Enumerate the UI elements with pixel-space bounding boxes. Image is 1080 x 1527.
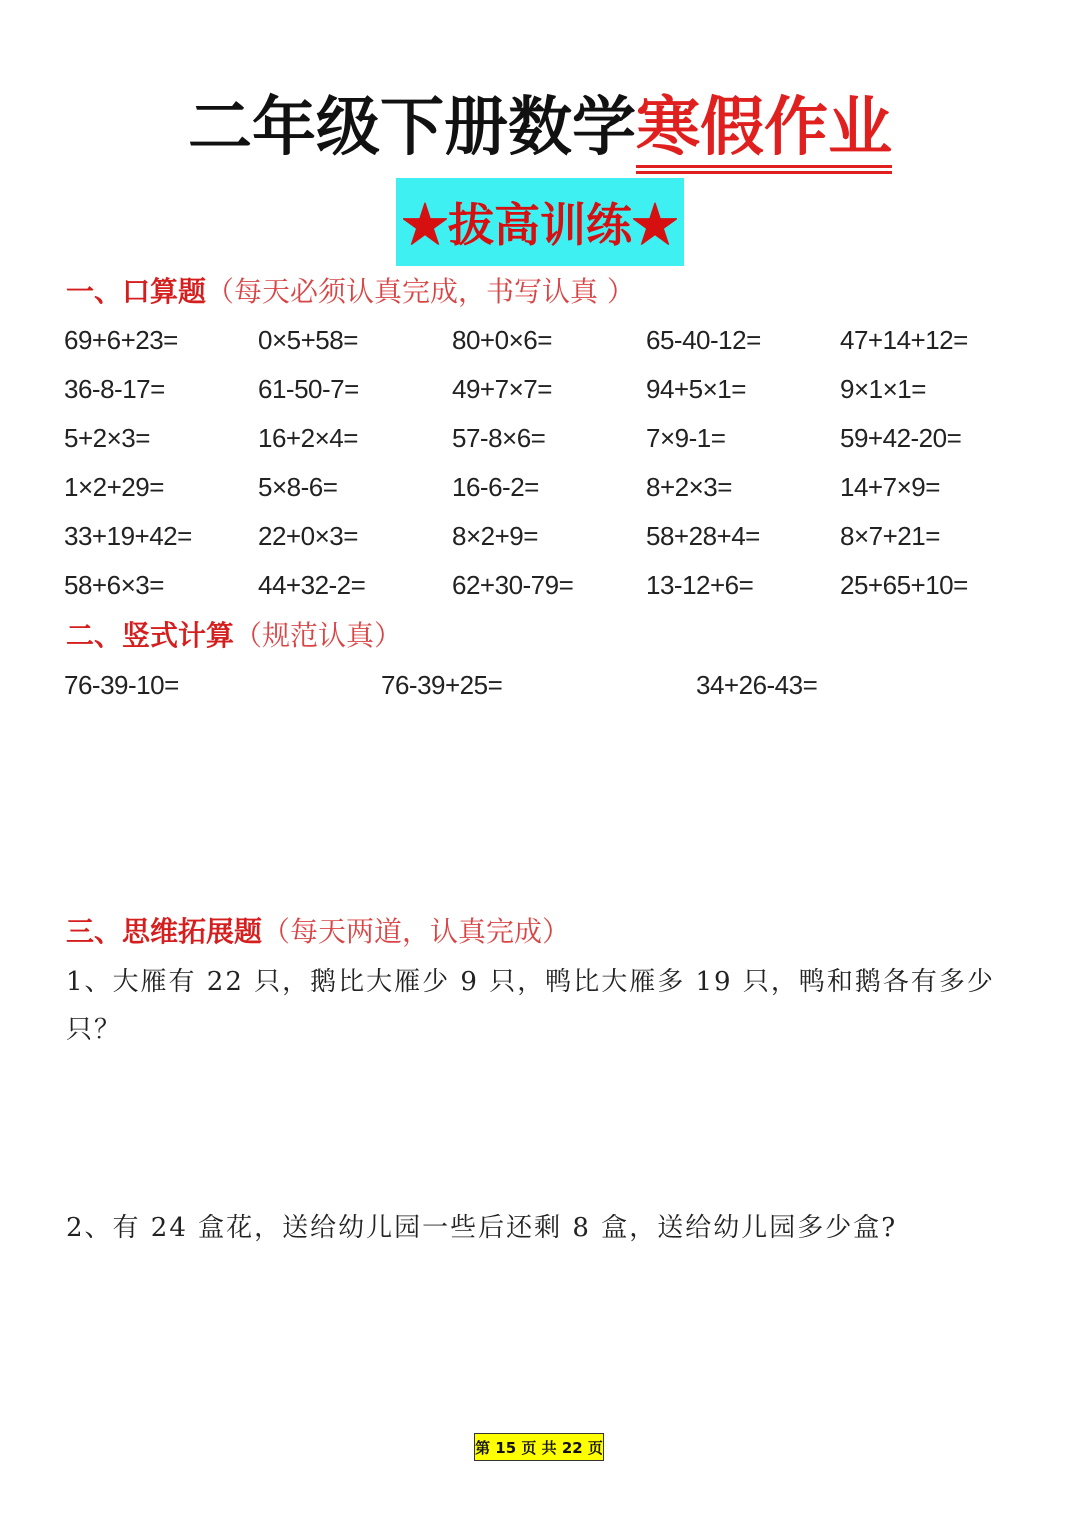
vertical-problem: 34+26-43= [696,670,818,700]
oral-problem: 44+32-2= [258,570,366,600]
section-vertical-heading [66,616,402,656]
oral-problem: 5+2×3= [64,423,150,453]
oral-problem: 5×8-6= [258,472,338,502]
oral-problem: 47+14+12= [840,325,968,355]
oral-problem: 1×2+29= [64,472,164,502]
oral-problem: 61-50-7= [258,374,359,404]
section-oral-note: （每天必须认真完成，书写认真 ） [206,275,635,308]
oral-problem: 16-6-2= [452,472,539,502]
oral-problem: 69+6+23= [64,325,178,355]
oral-problem: 9×1×1= [840,374,926,404]
oral-problem: 58+28+4= [646,521,760,551]
oral-problem: 80+0×6= [452,325,552,355]
oral-problem: 0×5+58= [258,325,358,355]
vertical-problem: 76-39+25= [381,670,503,700]
oral-problem: 8+2×3= [646,472,732,502]
oral-problem: 65-40-12= [646,325,761,355]
oral-problem: 58+6×3= [64,570,164,600]
title-highlight: 寒假作业 [636,88,892,168]
oral-problem: 22+0×3= [258,521,358,551]
page-number-label: 第 15 页 共 22 页 [475,1438,603,1457]
oral-problem: 16+2×4= [258,423,358,453]
oral-problem: 8×2+9= [452,521,538,551]
oral-problem-grid [64,320,1034,614]
section-oral-title: 一、口算题 [66,275,207,308]
oral-problem: 49+7×7= [452,374,552,404]
word-problem-2: 2、有 24 盒花，送给幼儿园一些后还剩 8 盒，送给幼儿园多少盒? [66,1213,898,1243]
oral-problem: 25+65+10= [840,570,968,600]
oral-problem: 8×7+21= [840,521,940,551]
oral-problem: 59+42-20= [840,423,962,453]
section-thinking-title: 三、思维拓展题 [66,915,263,948]
oral-problem: 13-12+6= [646,570,754,600]
oral-problem: 57-8×6= [452,423,546,453]
section-vertical-title: 二、竖式计算 [66,619,235,652]
page-title [0,88,1080,168]
section-thinking-note: （每天两道，认真完成） [262,915,571,948]
oral-problem: 7×9-1= [646,423,726,453]
section-vertical-note: （规范认真） [234,619,403,652]
oral-problem: 94+5×1= [646,374,746,404]
oral-problem: 36-8-17= [64,374,165,404]
title-main: 二年级下册数学 [188,91,636,165]
oral-problem: 62+30-79= [452,570,574,600]
subtitle-banner [396,178,684,266]
vertical-problem: 76-39-10= [64,670,179,700]
oral-problem: 14+7×9= [840,472,940,502]
word-problem-1: 1、大雁有 22 只，鹅比大雁少 9 只，鸭比大雁多 19 只，鸭和鹅各有多少只？ [66,967,995,1045]
subtitle-text: ★拔高训练★ [402,198,678,252]
section-oral-heading [66,272,635,312]
vertical-problem-row [0,665,1080,705]
section-thinking-heading [66,912,570,952]
oral-problem: 33+19+42= [64,521,192,551]
page-number-badge [474,1433,604,1461]
